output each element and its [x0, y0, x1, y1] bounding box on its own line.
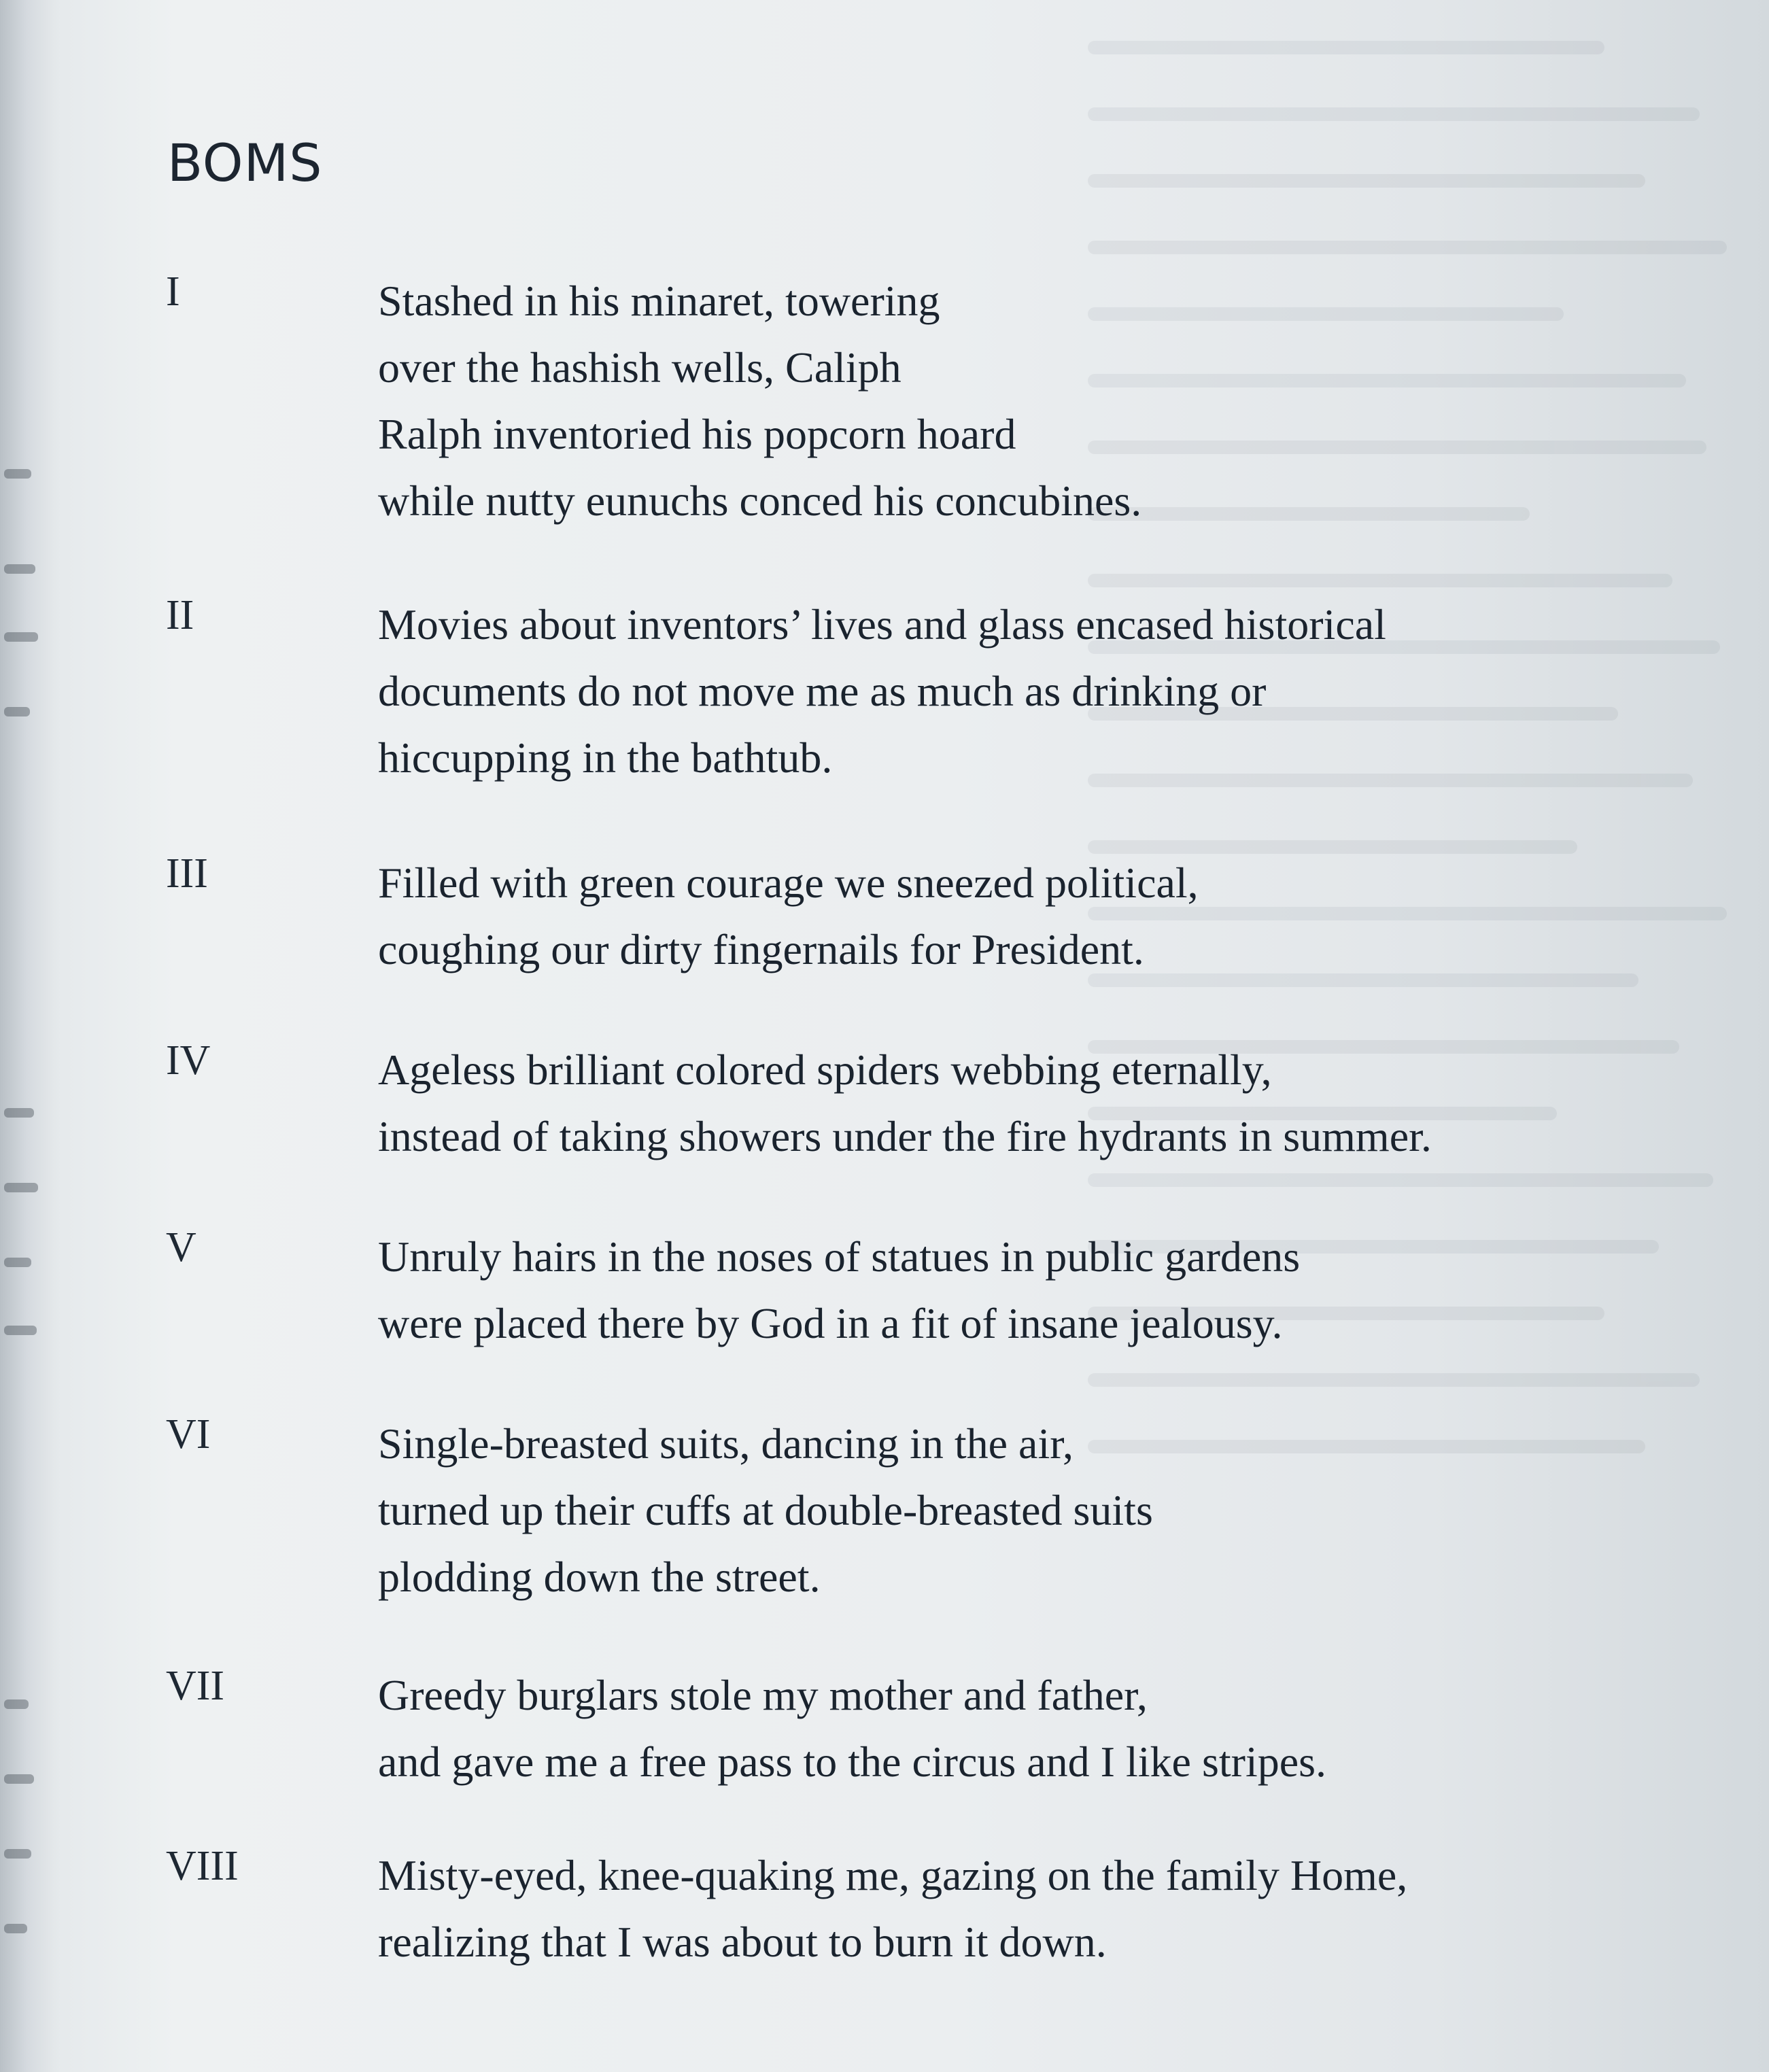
poem-line: Stashed in his minaret, towering: [378, 277, 940, 325]
poem-line: were placed there by God in a fit of insane jealousy.: [378, 1299, 1283, 1347]
poem-line: turned up their cuffs at double-breasted suits: [378, 1486, 1153, 1534]
poem-line: Ageless brilliant colored spiders webbing eternally,: [378, 1046, 1272, 1094]
stanza-numeral: VIII: [166, 1843, 239, 1889]
poem-line: realizing that I was about to burn it down.: [378, 1918, 1107, 1966]
poem-line: Filled with green courage we sneezed political,: [378, 859, 1199, 907]
poem-line: Movies about inventors’ lives and glass encased historical: [378, 600, 1386, 649]
poem-line: Single-breasted suits, dancing in the air,: [378, 1419, 1074, 1468]
poem-title: BOMS: [167, 133, 323, 193]
stanza-lines: [378, 1842, 1636, 1975]
stanza-lines: [378, 1411, 1636, 1610]
stanza-numeral: II: [166, 592, 194, 638]
stanza-numeral: III: [166, 850, 208, 897]
poem-line: Greedy burglars stole my mother and father,: [378, 1671, 1148, 1719]
stanza-numeral: I: [166, 269, 180, 315]
poem-line: Misty-eyed, knee-quaking me, gazing on the family Home,: [378, 1851, 1408, 1899]
poem-line: Unruly hairs in the noses of statues in public gardens: [378, 1232, 1301, 1281]
poem-line: plodding down the street.: [378, 1553, 821, 1601]
stanza-numeral: V: [166, 1224, 196, 1271]
facing-page-edge: [0, 0, 54, 2072]
poem-line: over the hashish wells, Caliph: [378, 343, 901, 392]
stanza-lines: [378, 591, 1636, 791]
stanza-lines: [378, 268, 1636, 534]
poem-line: while nutty eunuchs conced his concubines.: [378, 477, 1142, 525]
stanza-numeral: IV: [166, 1037, 211, 1084]
stanza-numeral: VI: [166, 1411, 211, 1457]
stanza-lines: [378, 1224, 1636, 1357]
poem-line: and gave me a free pass to the circus and I like stripes.: [378, 1738, 1327, 1786]
stanza-lines: [378, 850, 1636, 983]
poem-line: Ralph inventoried his popcorn hoard: [378, 410, 1016, 458]
stanza-numeral: VII: [166, 1663, 225, 1709]
poem-line: hiccupping in the bathtub.: [378, 733, 833, 782]
stanza-lines: [378, 1037, 1636, 1170]
poem-line: documents do not move me as much as drinking or: [378, 667, 1267, 715]
poem-line: instead of taking showers under the fire hydrants in summer.: [378, 1112, 1432, 1160]
poem-line: coughing our dirty fingernails for President.: [378, 925, 1144, 973]
stanza-lines: [378, 1662, 1636, 1795]
